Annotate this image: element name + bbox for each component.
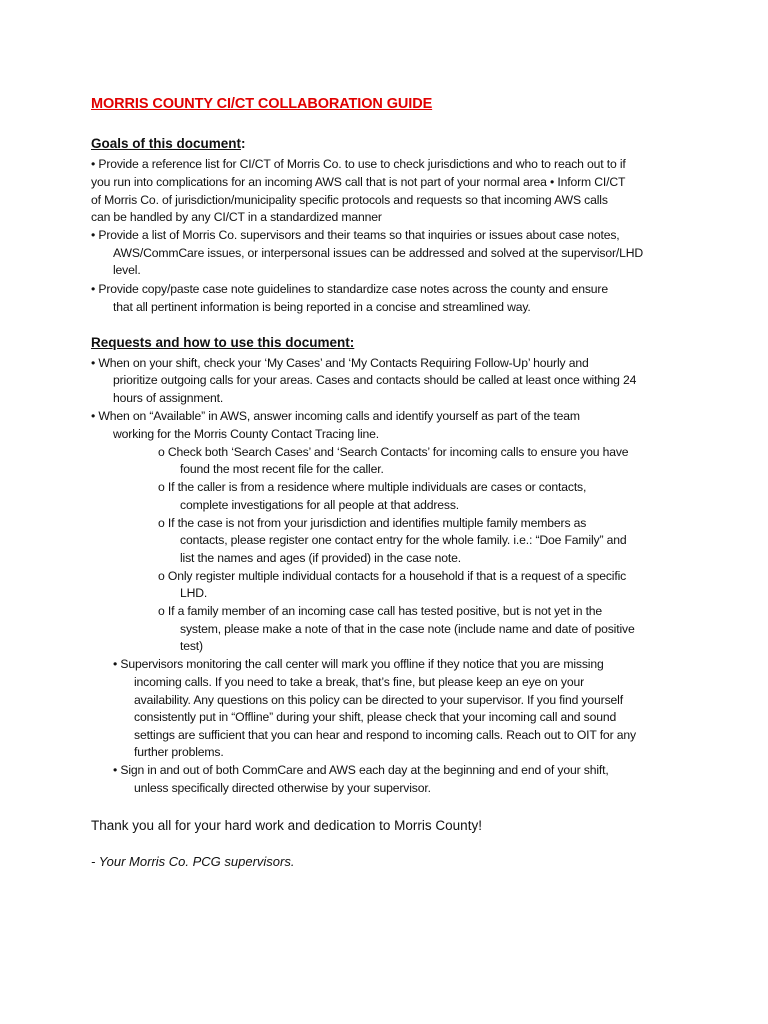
sub-bullet-line: o Check both ‘Search Cases’ and ‘Search Contacts’ for incoming calls to ensure you have (158, 445, 629, 459)
sub-bullet-line: found the most recent file for the caller. (180, 462, 384, 476)
spellcheck-flagged-text: g (613, 373, 620, 387)
sub-bullet-line: list the names and ages (if provided) in the case note. (180, 551, 462, 565)
requests-line: consistently put in “Offline” during your shift, please check that your incoming call and sound (134, 710, 617, 724)
sub-bullet-line: o Only register multiple individual contacts for a household if that is a request of a specific (158, 569, 627, 583)
goals-line: AWS/CommCare issues, or interpersonal issues can be addressed and solved at the supervisor/LHD (113, 246, 644, 260)
sub-bullet-line: LHD. (180, 586, 208, 600)
goals-heading (91, 136, 246, 151)
sub-bullet-line: system, please make a note of that in the case note (include name and date of positive (180, 622, 635, 636)
goals-line: level. (113, 263, 141, 277)
sub-bullet-line: o If a family member of an incoming case call has tested positive, but is not yet in the (158, 604, 603, 618)
goals-line: • Provide copy/paste case note guidelines to standardize case notes across the county and ensure (91, 282, 608, 296)
goals-heading-text: Goals of this document (91, 136, 242, 151)
requests-line: settings are sufficient that you can hear and respond to incoming calls. Reach out to OIT for any (134, 728, 636, 742)
requests-line: availability. Any questions on this policy can be directed to your supervisor. If you find yourself (134, 693, 623, 707)
requests-heading: Requests and how to use this document: (91, 335, 355, 350)
goals-line: can be handled by any CI/CT in a standardized manner (91, 210, 382, 224)
sub-bullet-line: test) (180, 639, 203, 653)
sub-bullet-line: complete investigations for all people at that address. (180, 498, 460, 512)
sub-bullet-line: o If the caller is from a residence where multiple individuals are cases or contacts, (158, 480, 587, 494)
requests-line: • When on your shift, check your ‘My Cases’ and ‘My Contacts Requiring Follow-Up’ hourly and (91, 356, 589, 370)
requests-line-text: prioritize outgoing calls for your areas. Cases and contacts should be called at least once within (113, 373, 614, 387)
signature-text: - Your Morris Co. PCG supervisors. (91, 854, 295, 869)
goals-line: • Provide a list of Morris Co. supervisors and their teams so that inquiries or issues about case notes, (91, 228, 620, 242)
requests-line-tail: 24 (619, 373, 637, 387)
requests-line: further problems. (134, 745, 224, 759)
requests-line: incoming calls. If you need to take a break, that’s fine, but please keep an eye on your (134, 675, 584, 689)
goals-line: that all pertinent information is being reported in a concise and streamlined way. (113, 300, 531, 314)
requests-line: working for the Morris County Contact Tracing line. (113, 427, 380, 441)
goals-line: you run into complications for an incoming AWS call that is not part of your normal area • Inform CI/CT (91, 175, 626, 189)
thank-you-text: Thank you all for your hard work and dedication to Morris County! (91, 818, 482, 833)
goals-line: • Provide a reference list for CI/CT of Morris Co. to use to check jurisdictions and who to reach out to if (91, 157, 626, 171)
requests-line: • When on “Available” in AWS, answer incoming calls and identify yourself as part of the team (91, 409, 580, 423)
sub-bullet-line: contacts, please register one contact entry for the whole family. i.e.: “Doe Family” and (180, 533, 627, 547)
requests-line: • Supervisors monitoring the call center will mark you offline if they notice that you are missing (113, 657, 604, 671)
goals-heading-colon: : (241, 136, 246, 151)
requests-line: unless specifically directed otherwise by your supervisor. (134, 781, 431, 795)
sub-bullet-line: o If the case is not from your jurisdiction and identifies multiple family members as (158, 516, 587, 530)
goals-line: of Morris Co. of jurisdiction/municipality specific protocols and requests so that incoming AWS calls (91, 193, 608, 207)
requests-line (113, 372, 636, 388)
requests-line: hours of assignment. (113, 391, 224, 405)
document-title: MORRIS COUNTY CI/CT COLLABORATION GUIDE (91, 96, 433, 112)
requests-line: • Sign in and out of both CommCare and AWS each day at the beginning and end of your shift, (113, 763, 609, 777)
